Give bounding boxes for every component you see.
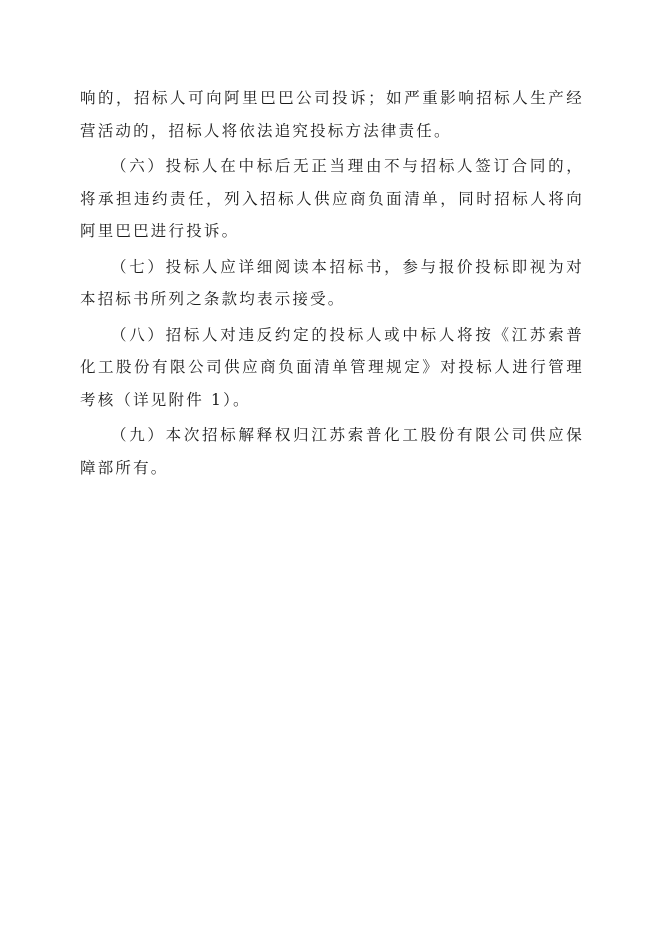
paragraph-item-8: （八）招标人对违反约定的投标人或中标人将按《江苏索普化工股份有限公司供应商负面清单管理规定》对投标人进行管理考核（详见附件 1）。 bbox=[80, 325, 584, 409]
paragraph-item-7: （七）投标人应详细阅读本招标书，参与报价投标即视为对本招标书所列之条款均表示接受。 bbox=[80, 257, 584, 308]
document-body bbox=[80, 82, 584, 484]
paragraph-item-6: （六）投标人在中标后无正当理由不与招标人签订合同的，将承担违约责任，列入招标人供应商负面清单，同时招标人将向阿里巴巴进行投诉。 bbox=[80, 157, 584, 240]
paragraph-continued: 响的，招标人可向阿里巴巴公司投诉；如严重影响招标人生产经营活动的，招标人将依法追究投标方法律责任。 bbox=[80, 89, 584, 140]
paragraph-item-9: （九）本次招标解释权归江苏索普化工股份有限公司供应保障部所有。 bbox=[80, 426, 584, 477]
